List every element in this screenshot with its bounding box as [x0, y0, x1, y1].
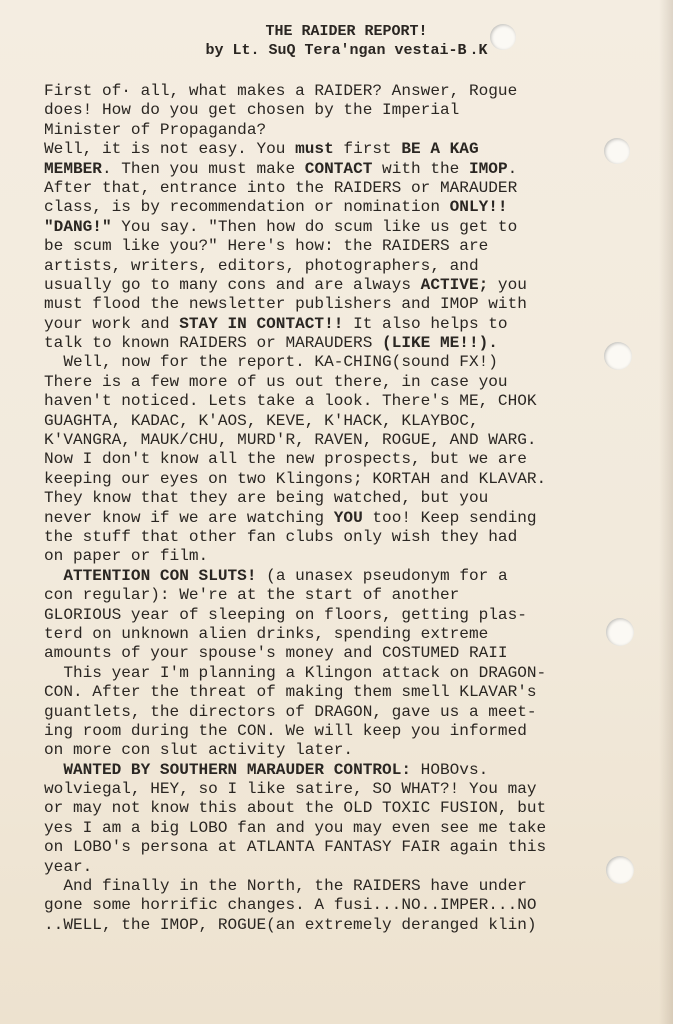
text-run: or may not know this about the OLD TOXIC FUSION, but [44, 799, 547, 818]
article-line [44, 838, 655, 857]
text-run: yes I am a big LOBO fan and you may even see me take [44, 818, 547, 837]
article-line [44, 431, 655, 450]
article-line [44, 567, 655, 586]
punch-hole-middle-lower [606, 618, 634, 646]
text-run: gone some horrific changes. A fusi...NO..IMPER...NO [44, 896, 537, 915]
text-run: Now I don't know all the new prospects, but we are [44, 450, 527, 469]
text-run: con regular): We're at the start of another [44, 586, 460, 605]
article-line [44, 780, 655, 799]
text-run: Well, now for the report. KA-CHING(sound FX!) [44, 353, 498, 372]
page-title: THE RAIDER REPORT! [265, 23, 428, 40]
article-line [44, 334, 655, 353]
text-run: your work and [44, 314, 180, 333]
text-run: GLORIOUS year of sleeping on floors, getting plas- [44, 605, 527, 624]
text-run: artists, writers, editors, photographers, and [44, 256, 479, 275]
text-run: . Then you must make [101, 159, 305, 178]
article-line [44, 295, 655, 314]
text-run: They know that they are being watched, but you [44, 489, 489, 508]
text-run: be scum like you?" Here's how: the RAIDERS are [44, 237, 489, 256]
article-line [44, 741, 655, 760]
text-run: the stuff that other fan clubs only wish they had [44, 527, 518, 546]
article-line [44, 722, 655, 741]
article-line [44, 509, 655, 528]
text-run: with the [372, 159, 469, 178]
punch-hole-lower [606, 856, 634, 884]
text-run: too! Keep sending [362, 508, 537, 527]
article-line [44, 683, 655, 702]
bold-text: must [295, 140, 334, 159]
author-byline: by Lt. SuQ Tera'ngan vestai-B .K [205, 42, 488, 59]
article-line [44, 703, 655, 722]
text-run: terd on unknown alien drinks, spending extreme [44, 624, 489, 643]
text-run: haven't noticed. Lets take a look. There's ME, CHOK [44, 392, 537, 411]
article-line [44, 644, 655, 663]
article-line [44, 218, 655, 237]
text-run: on more con slut activity later. [44, 741, 354, 760]
text-run: class, is by recommendation or nomination [44, 198, 450, 217]
article-line [44, 179, 655, 198]
punch-hole-top [490, 24, 516, 50]
bold-text: IMOP [468, 159, 508, 178]
text-run: amounts of your spouse's money and COSTUMED RAII [44, 644, 508, 663]
article-line [44, 877, 655, 896]
text-run: on LOBO's persona at ATLANTA FANTASY FAIR again this [44, 838, 547, 857]
bold-text: BE A KAG [401, 140, 479, 159]
article-line [44, 489, 655, 508]
article-line [44, 412, 655, 431]
article-line [44, 586, 655, 605]
text-run: K'VANGRA, MAUK/CHU, MURD'R, RAVEN, ROGUE, AND WARG. [44, 431, 537, 450]
article-line [44, 121, 655, 140]
article-line [44, 353, 655, 372]
text-run: . [507, 159, 518, 178]
text-run: ..WELL, the IMOP, ROGUE(an extremely deranged klin) [44, 915, 537, 934]
text-run: keeping our eyes on two Klingons; KORTAH and KLAVAR. [44, 469, 547, 488]
article-line [44, 392, 655, 411]
article-line [44, 664, 655, 683]
article-line [44, 799, 655, 818]
article-line [44, 470, 655, 489]
bold-text: ATTENTION CON SLUTS! [63, 566, 257, 585]
article-line [44, 198, 655, 217]
article-line [44, 858, 655, 877]
text-run: must flood the newsletter publishers and IMOP with [44, 295, 527, 314]
article-line [44, 276, 655, 295]
article-line [44, 450, 655, 469]
article-line [44, 761, 655, 780]
text-run: CON. After the threat of making them smell KLAVAR's [44, 683, 537, 702]
text-run: talk to known RAIDERS or MARAUDERS [44, 334, 383, 353]
article-line [44, 606, 655, 625]
bold-text: ACTIVE; [420, 275, 489, 294]
article-line [44, 237, 655, 256]
article-line [44, 315, 655, 334]
bold-text: "DANG!" [44, 217, 112, 236]
bold-text: MEMBER [44, 159, 102, 178]
article-line [44, 547, 655, 566]
text-run: (a unasex pseudonym for a [256, 566, 508, 585]
text-run: HOBOvs. [411, 760, 489, 779]
text-run: It also helps to [343, 314, 508, 333]
text-run: guantlets, the directors of DRAGON, gave us a meet- [44, 702, 537, 721]
text-run: year. [44, 857, 93, 876]
article-line [44, 625, 655, 644]
text-run: Well, it is not easy. You [44, 140, 296, 159]
article-line [44, 819, 655, 838]
bold-text: WANTED BY SOUTHERN MARAUDER CONTROL: [63, 760, 412, 779]
article-line [44, 82, 655, 101]
punch-hole-upper [604, 138, 630, 164]
text-run: First of· all, what makes a RAIDER? Answer, Rogue [44, 82, 518, 100]
article-line [44, 160, 655, 179]
text-run: And finally in the North, the RAIDERS have under [44, 877, 527, 896]
text-run [44, 567, 63, 585]
article-line [44, 373, 655, 392]
text-run: on paper or film. [44, 547, 209, 566]
text-run: wolviegal, HEY, so I like satire, SO WHAT?! You may [44, 780, 537, 799]
article-body [44, 82, 655, 935]
text-run: You say. "Then how do scum like us get to [111, 217, 518, 236]
text-run: first [333, 140, 402, 159]
page-edge-shadow [659, 0, 673, 1024]
bold-text: STAY IN CONTACT!! [179, 314, 344, 333]
article-line [44, 528, 655, 547]
article-line [44, 140, 655, 159]
article-line [44, 101, 655, 120]
article-line [44, 257, 655, 276]
punch-hole-middle-upper [604, 342, 632, 370]
text-run: GUAGHTA, KADAC, K'AOS, KEVE, K'HACK, KLAYBOC, [44, 411, 479, 430]
text-run: you [488, 275, 527, 294]
text-run: There is a few more of us out there, in case you [44, 372, 508, 391]
bold-text: ONLY!! [449, 198, 508, 217]
text-run [44, 761, 63, 779]
text-run: does! How do you get chosen by the Imperial [44, 101, 460, 120]
text-run: usually go to many cons and are always [44, 275, 421, 294]
article-line [44, 916, 655, 935]
bold-text: (LIKE ME!!). [382, 334, 498, 353]
bold-text: YOU [333, 508, 363, 527]
text-run: Minister of Propaganda? [44, 120, 267, 139]
text-run: never know if we are watching [44, 508, 334, 527]
text-run: After that, entrance into the RAIDERS or MARAUDER [44, 178, 518, 197]
bold-text: CONTACT [304, 159, 373, 178]
text-run: ing room during the CON. We will keep you informed [44, 721, 527, 740]
article-line [44, 896, 655, 915]
text-run: This year I'm planning a Klingon attack on DRAGON- [44, 663, 547, 682]
